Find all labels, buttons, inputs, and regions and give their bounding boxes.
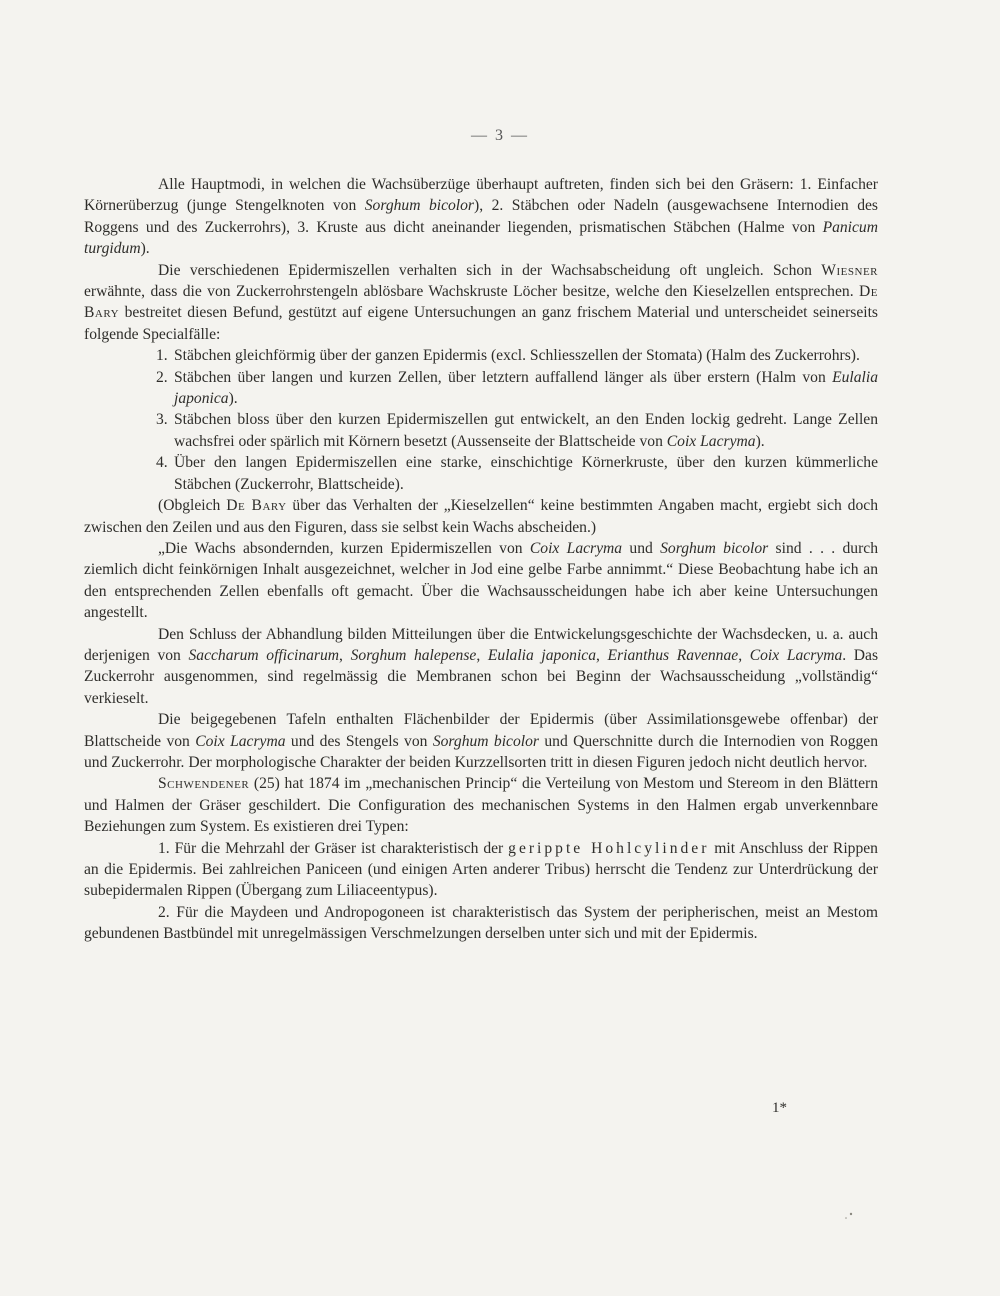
- paragraph: [84, 260, 878, 346]
- paragraph: [84, 495, 878, 538]
- text-run: (25) hat 1874 im „mechanischen Princip“ die Verteilung von Mestom und Stereom in den Blättern und Halmen der Gräser geschildert. Die Configuration des mechanischen Systems in den Halmen ergab unverkennbare Beziehungen zum System. Es existieren drei Typen:: [84, 775, 878, 836]
- text-run: Stäbchen über langen und kurzen Zellen, über letztern auffallend länger als über erstern (Halm von: [174, 368, 833, 386]
- text-run: erwähnte, dass die von Zuckerrohrstengeln ablösbare Wachskruste Löcher besitze, welche den Kieselzellen entsprechen.: [84, 283, 860, 301]
- italic-taxon: Panicum turgidum: [84, 218, 878, 258]
- italic-taxon: Saccharum officinarum: [188, 646, 340, 664]
- text-run: Stäbchen bloss über den kurzen Epidermiszellen gut entwickelt, an den Enden lockig gedreht. Lange Zellen wachsfrei oder spärlich mit Körnern besetzt (Aussenseite der Blattscheide von: [174, 411, 878, 450]
- author-name: Schwendener: [158, 775, 250, 793]
- paragraph: [84, 902, 878, 945]
- spaced-emphasis: gerippte Hohlcylinder: [508, 839, 710, 857]
- text-run: ).: [140, 240, 150, 258]
- author-name: De Bary: [84, 283, 878, 322]
- text-run: und Querschnitte durch die Internodien von Roggen und Zuckerrohr. Der morphologische Charakter der beiden Kurzzellsorten tritt in diesen Figuren jedoch nicht deutlich hervor.: [84, 732, 879, 771]
- italic-taxon: Coix Lacryma: [666, 432, 756, 450]
- text-run: (Obgleich: [158, 497, 227, 515]
- text-run: Über den langen Epidermiszellen eine starke, einschichtige Körnerkruste, über den kurzen kümmerliche Stäbchen (Zuckerrohr, Blattscheide).: [174, 454, 878, 493]
- list-item-number: 1.: [156, 347, 168, 365]
- list-item-number: 3.: [156, 411, 168, 429]
- paragraph: [84, 773, 878, 837]
- paragraph: [84, 624, 878, 710]
- text-run: ,: [476, 646, 488, 664]
- list-item: [84, 452, 878, 495]
- paragraph: [84, 838, 878, 902]
- text-run: ), 2. Stäbchen oder Nadeln (ausgewachsene Internodien des Roggens und des Zuckerrohrs), 3. Kruste aus dicht aneinander liegenden, prismatischen Stäbchen (Halme von: [84, 197, 878, 236]
- text-run: . Das Zuckerrohr ausgenommen, sind regelmässig die Membranen schon bei Beginn der Wachsausscheidung „vollständig“ verkieselt.: [84, 646, 879, 707]
- text-run: 1. Für die Mehrzahl der Gräser ist charakteristisch der: [158, 839, 509, 857]
- paragraph: [84, 709, 878, 773]
- text-run: Die beigegebenen Tafeln enthalten Flächenbilder der Epidermis (über Assimilationsgewebe offenbar) der Blattscheide von: [84, 711, 878, 750]
- paragraph: [84, 538, 878, 624]
- italic-taxon: Sorghum bicolor: [364, 197, 474, 215]
- italic-taxon: Coix Lacryma: [749, 646, 843, 664]
- list-item-number: 4.: [156, 454, 168, 472]
- text-run: und des Stengels von: [285, 732, 433, 750]
- list-item-number: 2.: [156, 368, 168, 386]
- paragraph: [84, 174, 878, 260]
- list-item: [84, 345, 878, 366]
- text-run: ,: [339, 646, 351, 664]
- italic-taxon: Sorghum halepense: [350, 646, 477, 664]
- text-run: Den Schluss der Abhandlung bilden Mitteilungen über die Entwickelungsgeschichte der Wachsdecken, u. a. auch derjenigen von: [84, 625, 878, 664]
- list-item: [84, 367, 878, 410]
- text-run: mit Anschluss der Rippen an die Epidermis. Bei zahlreichen Paniceen (und einigen Arten anderer Tribus) herrscht die Tendenz zur Unterdrückung der subepidermalen Rippen (Übergang zum Liliaceentypus).: [84, 839, 878, 900]
- text-run: ).: [755, 432, 765, 450]
- text-run: Die verschiedenen Epidermiszellen verhalten sich in der Wachsabscheidung oft ungleich. Schon: [158, 261, 822, 279]
- list-item: [84, 409, 878, 452]
- body-text: [84, 174, 878, 945]
- text-run: sind . . . durch ziemlich dicht feinkörnigen Inhalt ausgezeichnet, welcher in Jod eine gelbe Farbe annimmt.“ Diese Beobachtung habe ich an den entsprechenden Zellen ebenfalls oft gemacht. Über die Wachsausscheidungen habe ich aber keine Untersuchungen angestellt.: [84, 539, 879, 622]
- italic-taxon: Sorghum bicolor: [660, 539, 769, 557]
- text-run: ).: [228, 390, 238, 408]
- text-run: 2. Für die Maydeen und Andropogoneen ist charakteristisch das System der peripherischen, meist an Mestom gebundenen Bastbündel mit unregelmässigen Verschmelzungen derselben unter sich und mit der Epidermis.: [84, 903, 878, 943]
- text-run: Alle Hauptmodi, in welchen die Wachsüberzüge überhaupt auftreten, finden sich bei den Gräsern: 1. Einfacher Körnerüberzug (junge Stengelknoten von: [84, 176, 878, 215]
- author-name: De Bary: [226, 497, 287, 515]
- text-run: ,: [738, 646, 750, 664]
- author-name: Wiesner: [821, 261, 878, 279]
- text-run: „Die Wachs absondernden, kurzen Epidermiszellen von: [158, 539, 530, 557]
- text-run: bestreitet diesen Befund, gestützt auf eigene Untersuchungen an ganz frischem Material und unterscheidet seinerseits folgende Specialfälle:: [84, 304, 878, 343]
- italic-taxon: Erianthus Ravennae: [607, 646, 739, 664]
- text-run: über das Verhalten der „Kieselzellen“ keine bestimmten Angaben macht, ergiebt sich doch zwischen den Zeilen und aus den Figuren, dass sie selbst kein Wachs abscheiden.): [84, 497, 878, 536]
- italic-taxon: Coix Lacryma: [195, 732, 286, 750]
- text-run: Stäbchen gleichförmig über der ganzen Epidermis (excl. Schliesszellen der Stomata) (Halm des Zuckerrohrs).: [174, 347, 860, 365]
- signature-mark: 1*: [772, 1100, 787, 1116]
- italic-taxon: Coix Lacryma: [529, 539, 623, 557]
- italic-taxon: Eulalia japonica: [174, 368, 878, 408]
- text-run: und: [622, 539, 661, 557]
- page-number: — 3 —: [471, 127, 529, 144]
- text-run: ,: [596, 646, 608, 664]
- italic-taxon: Sorghum bicolor: [432, 732, 539, 750]
- italic-taxon: Eulalia japonica: [487, 646, 596, 664]
